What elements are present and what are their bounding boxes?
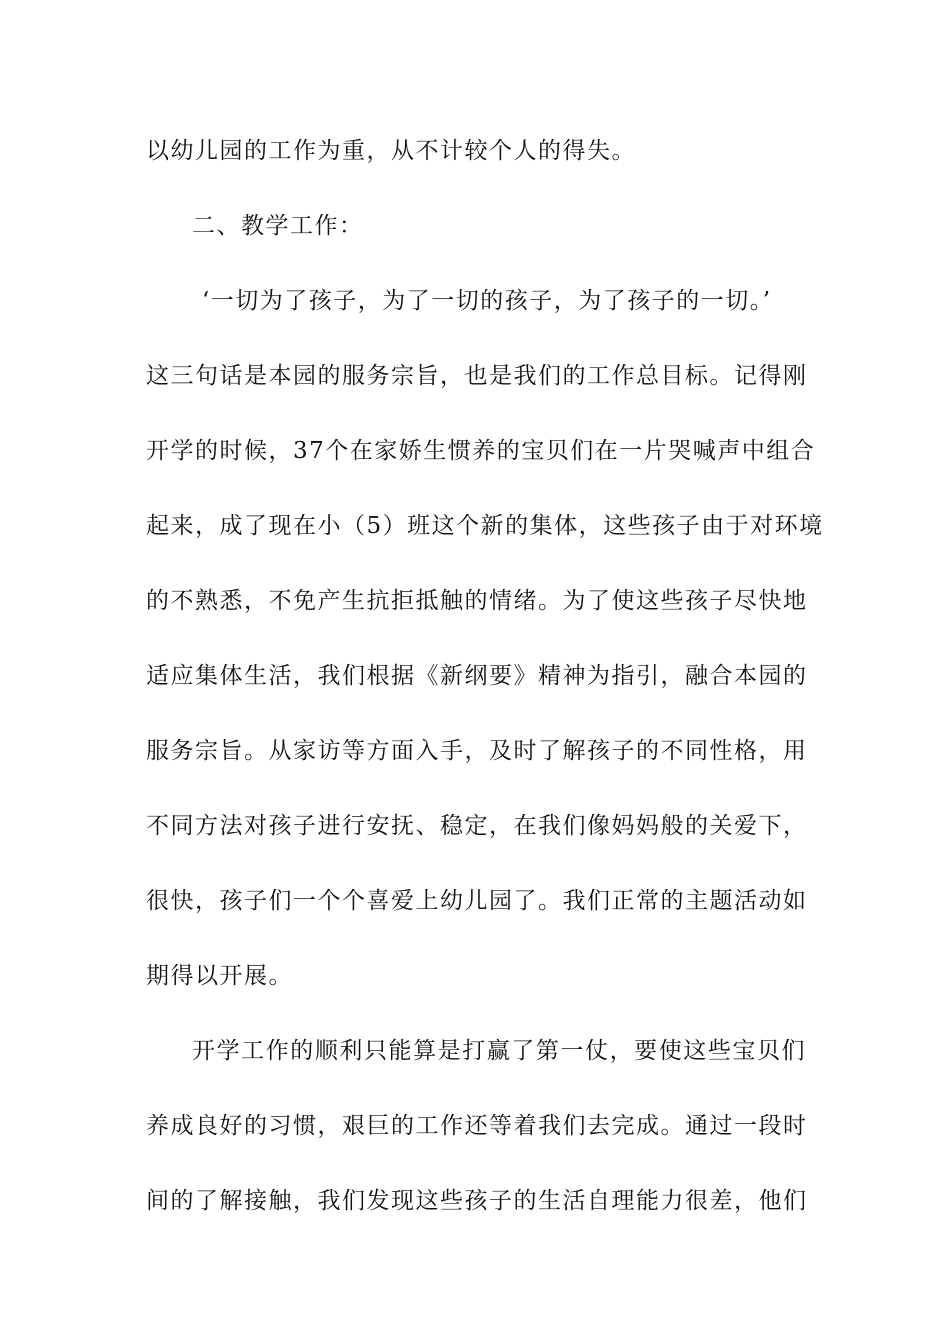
quote-line: ‘一切为了孩子，为了一切的孩子，为了孩子的一切。’ (202, 288, 772, 314)
paragraph-line: 这三句话是本园的服务宗旨，也是我们的工作总目标。记得刚 (146, 363, 808, 389)
paragraph-line: 适应集体生活，我们根据《新纲要》精神为指引，融合本园的 (146, 663, 808, 689)
paragraph-line: 起来，成了现在小（5）班这个新的集体，这些孩子由于对环境 (146, 513, 824, 539)
section-heading: 二、教学工作： (192, 213, 364, 239)
paragraph-line: 很快，孩子们一个个喜爱上幼儿园了。我们正常的主题活动如 (146, 888, 808, 914)
paragraph-line: 开学的时候，37个在家娇生惯养的宝贝们在一片哭喊声中组合 (146, 438, 816, 464)
paragraph-line: 期得以开展。 (146, 963, 293, 989)
paragraph-line: 的不熟悉，不免产生抗拒抵触的情绪。为了使这些孩子尽快地 (146, 588, 808, 614)
paragraph-line: 以幼儿园的工作为重，从不计较个人的得失。 (146, 138, 636, 164)
paragraph-line: 开学工作的顺利只能算是打赢了第一仗，要使这些宝贝们 (192, 1038, 806, 1064)
paragraph-line: 间的了解接触，我们发现这些孩子的生活自理能力很差，他们 (146, 1188, 808, 1214)
paragraph-line: 不同方法对孩子进行安抚、稳定，在我们像妈妈般的关爱下， (146, 813, 808, 839)
paragraph-line: 养成良好的习惯，艰巨的工作还等着我们去完成。通过一段时 (146, 1113, 808, 1139)
paragraph-line: 服务宗旨。从家访等方面入手，及时了解孩子的不同性格，用 (146, 738, 808, 764)
